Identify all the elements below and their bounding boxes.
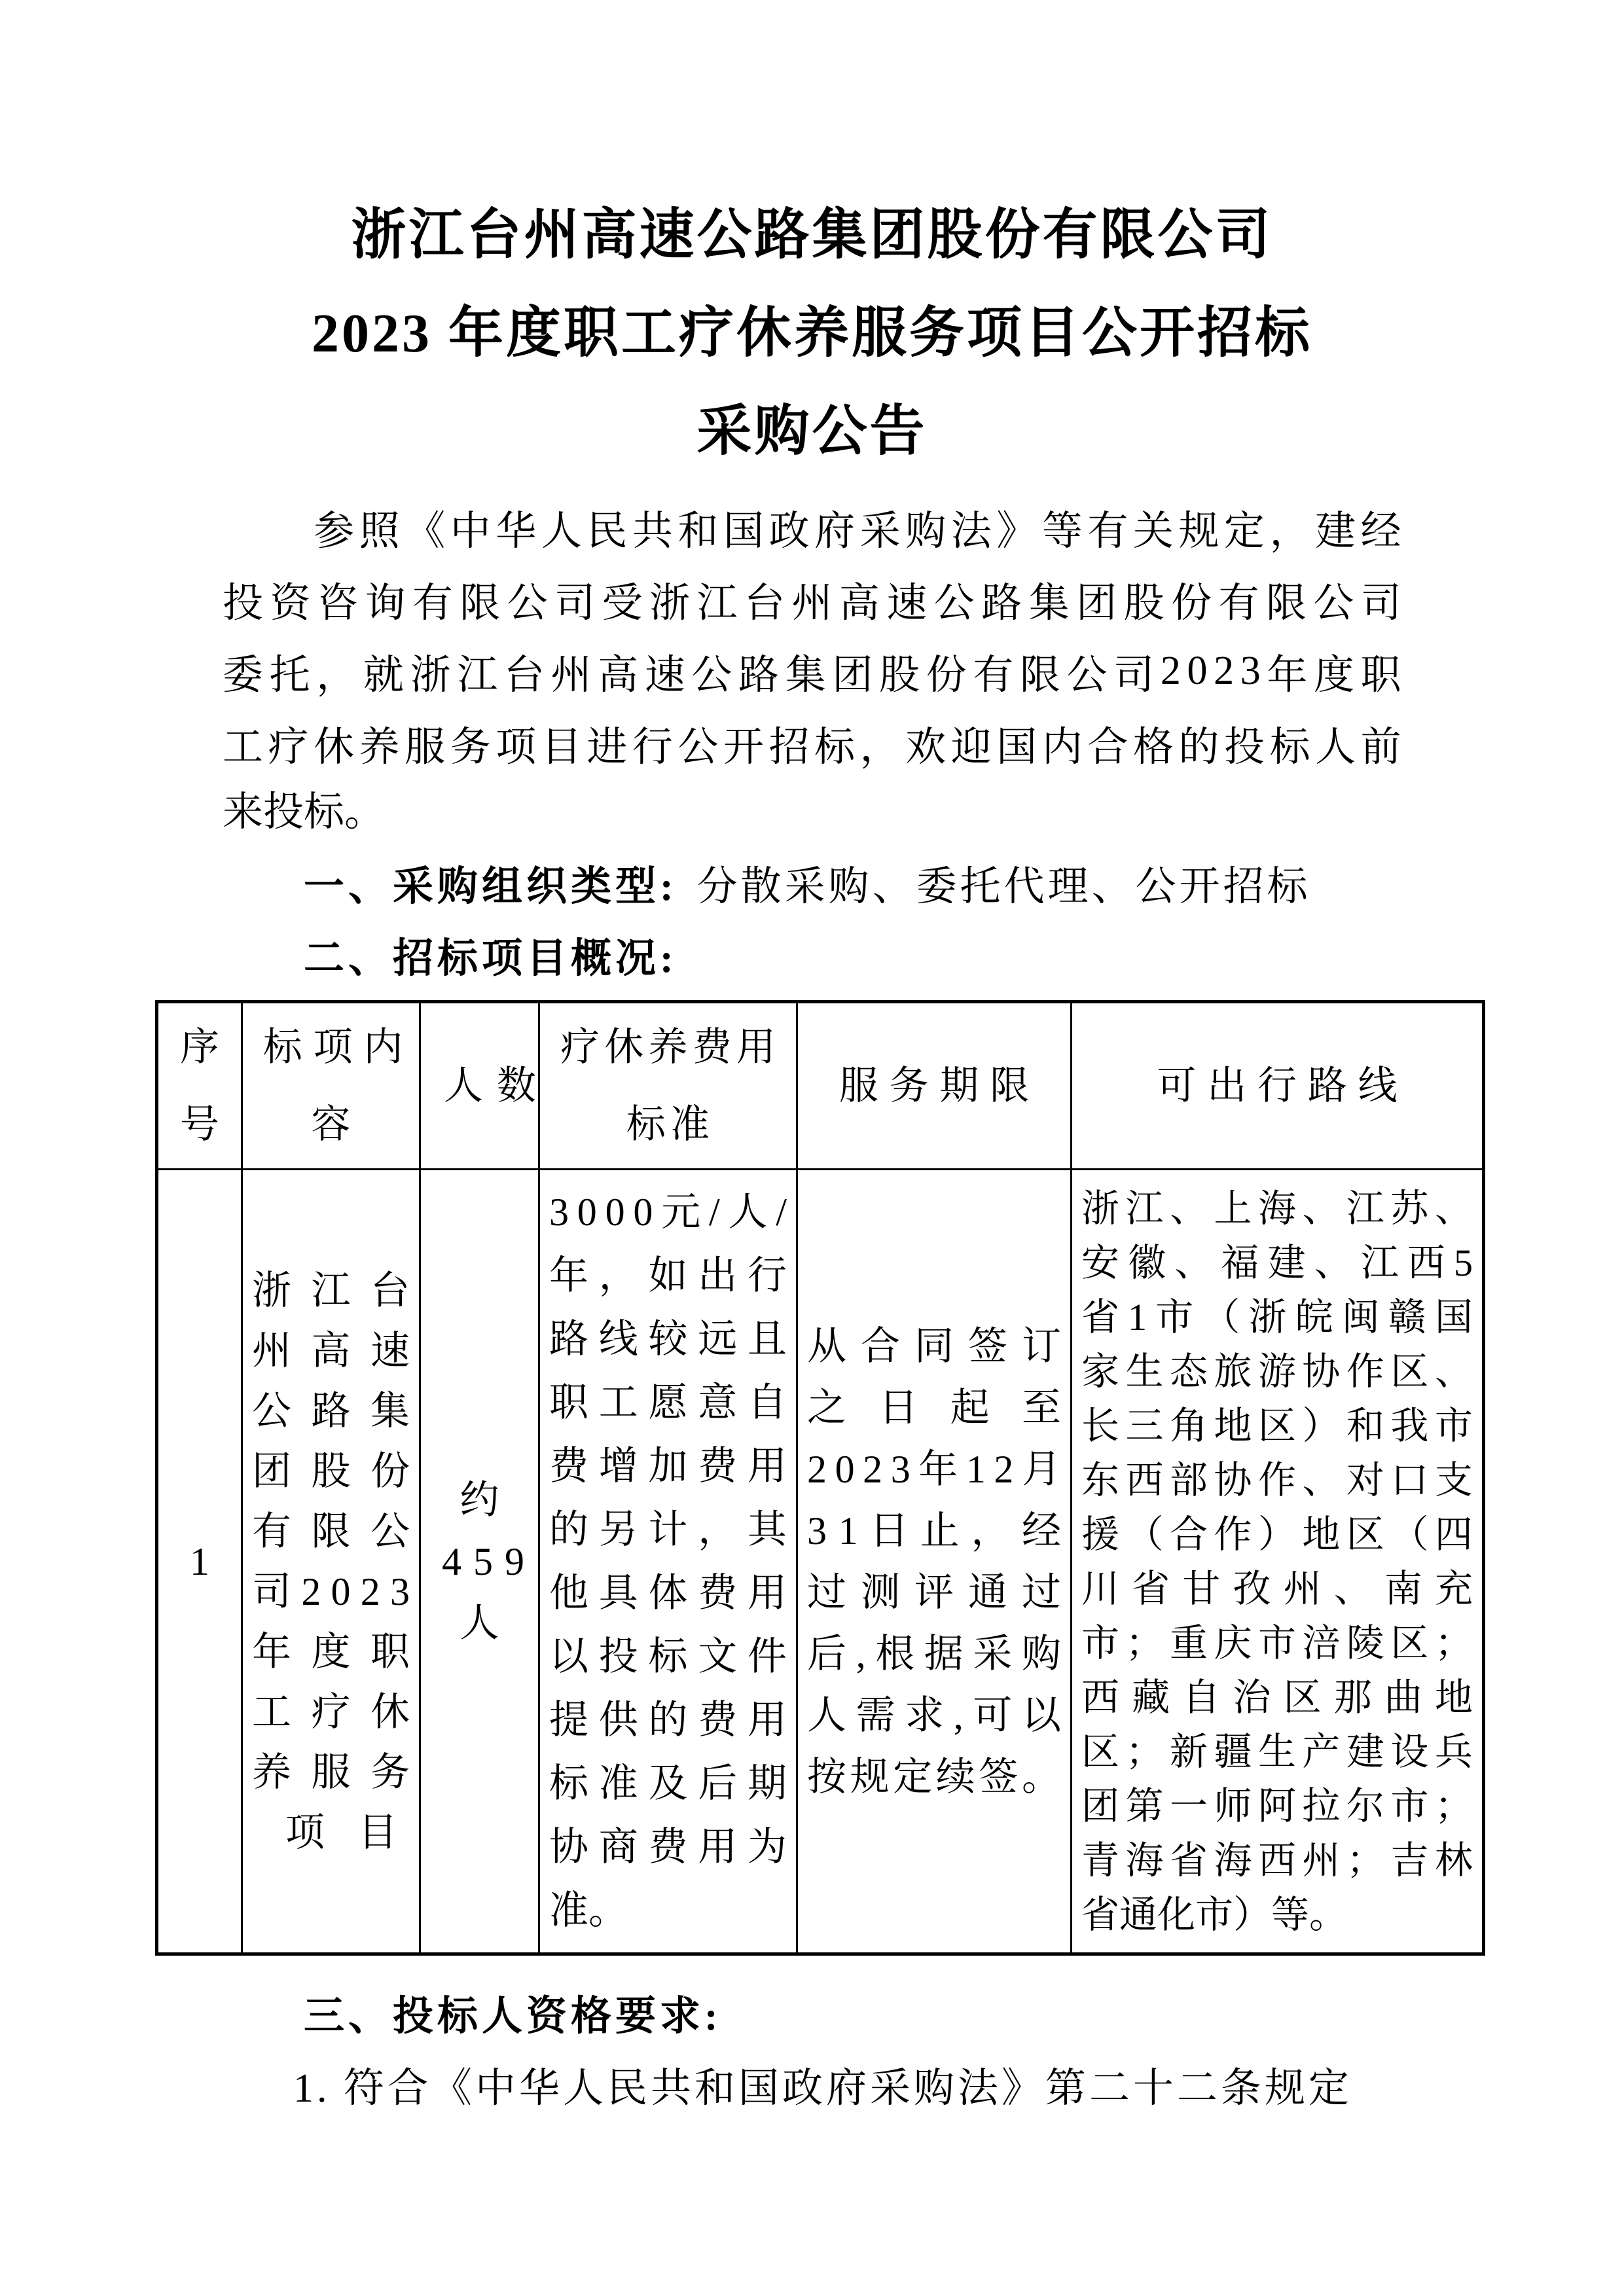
- cell-travel-routes: 浙 江 、 上 海 、 江 苏 、 安 徽 、 福 建 、 江 西 5 省 1 市 （ 浙 皖 闽 赣 国 家 生 态 旅 游 协 作 区 、 长 三 角 地 区 ） 和 我 市 东 西 部 协 作 、 对 口 支 援 （ 合 作 ） 地 区 （ 四 川 省 甘 孜 州 、 南 充 市 ； 重 庆 市 涪 陵 区 ； 西 藏 自 治 区 那 曲 地 区 ； 新 疆 生 产 建 设 兵 团 第 一 师 阿 拉 尔 市 ； 青 海 省 海 西 州 ； 吉 林 省通化市）等。: [1072, 1170, 1484, 1954]
- header-cell-item-content: 标项内 容: [242, 1002, 420, 1170]
- bidding-overview-table: [155, 1000, 1485, 1956]
- header-cell-serial: 序 号: [157, 1002, 242, 1170]
- cell-headcount: 约 459 人: [420, 1170, 539, 1954]
- qualification-item-1: 1. 符合《中华人民共和国政府采购法》第二十二条规定: [293, 2066, 1353, 2111]
- section-3-label: 三、投标人资格要求:: [304, 1994, 722, 2039]
- section-1-label: 一、采购组织类型:: [304, 865, 677, 909]
- table-header-row: [157, 1002, 1484, 1170]
- header-cell-headcount: 人数: [420, 1002, 539, 1170]
- title-line-2: 2023 年度职工疗休养服务项目公开招标: [311, 303, 1312, 364]
- bidding-overview-table-wrap: [155, 1000, 1624, 1956]
- title-line-1: 浙江台州高速公路集团股份有限公司: [351, 205, 1273, 266]
- header-cell-travel-routes: 可出行路线: [1072, 1002, 1484, 1170]
- cell-service-period: 从 合 同 签 订 之 日 起 至 2 0 2 3 年 1 2 月 3 1 日 止 ， 经 过 测 评 通 过 后 , 根 据 采 购 人 需 求 , 可 以 按 规 定 续 签 。: [797, 1170, 1072, 1954]
- header-cell-service-period: 服务期限: [797, 1002, 1072, 1170]
- section-2-label: 二、招标项目概况:: [304, 937, 677, 981]
- cell-item-content: 浙 江 台 州 高 速 公 路 集 团 股 份 有 限 公 司 2 0 2 3 年 度 职 工 疗 休 养 服 务 项目: [242, 1170, 420, 1954]
- title-line-3: 采购公告: [696, 401, 928, 462]
- table-data-row: [157, 1170, 1484, 1954]
- section-heading-2: [223, 923, 1401, 995]
- document-title: [0, 0, 1624, 481]
- section-heading-1: [223, 851, 1401, 923]
- section-1-value: 分散采购、委托代理、公开招标: [696, 865, 1311, 909]
- cell-serial: 1: [157, 1170, 242, 1954]
- header-cell-fee-standard: 疗休养费用 标准: [539, 1002, 797, 1170]
- intro-paragraph: 参 照 《 中 华 人 民 共 和 国 政 府 采 购 法 》 等 有 关 规 定 ， 建 经 投 资 咨 询 有 限 公 司 受 浙 江 台 州 高 速 公 路 集 团 股 份 有 限 公 司 委 托 ， 就 浙 江 台 州 高 速 公 路 集 团 股 份 有 限 公 司 2 0 2 3 年 度 职 工 疗 休 养 服 务 项 目 进 行 公 开 招 标 ， 欢 迎 国 内 合 格 的 投 标 人 前 来投标。: [223, 509, 1401, 834]
- cell-fee-standard: 3 0 0 0 元 / 人 / 年 ， 如 出 行 路 线 较 远 且 职 工 愿 意 自 费 增 加 费 用 的 另 计 ， 其 他 具 体 费 用 以 投 标 文 件 提 供 的 费 用 标 准 及 后 期 协 商 费 用 为 准。: [539, 1170, 797, 1954]
- section-heading-3: [223, 1981, 1401, 2053]
